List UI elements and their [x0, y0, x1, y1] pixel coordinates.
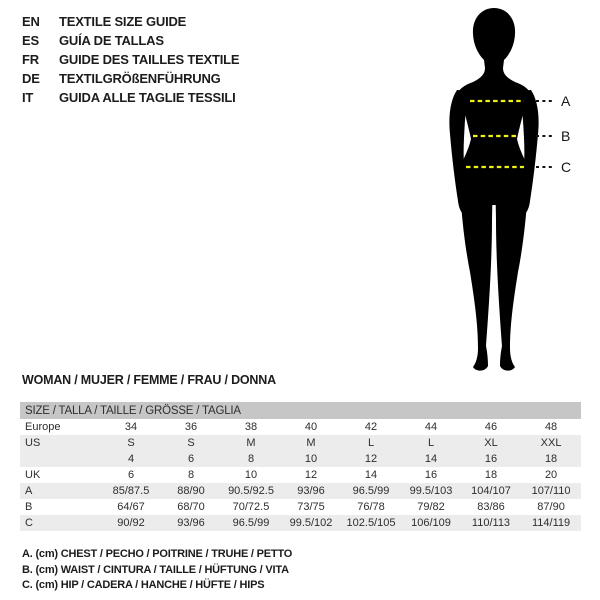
- table-row-uk: [20, 467, 581, 483]
- size-cell: 93/96: [281, 483, 341, 499]
- size-cell: XL: [461, 435, 521, 451]
- size-table-header-row: [20, 402, 581, 419]
- size-cell: 90.5/92.5: [221, 483, 281, 499]
- row-label: US: [20, 435, 101, 451]
- size-cell: S: [101, 435, 161, 451]
- row-label: A: [20, 483, 101, 499]
- size-cell: 16: [424, 469, 438, 481]
- size-cell: 68/70: [177, 501, 205, 513]
- size-table-header: SIZE / TALLA / TAILLE / GRÖSSE / TAGLIA: [20, 402, 581, 419]
- size-cell: 34: [124, 421, 138, 433]
- size-cell: L: [401, 435, 461, 451]
- size-cell: 48: [544, 421, 558, 433]
- size-cell: 40: [304, 421, 318, 433]
- woman-silhouette-icon: [420, 0, 600, 380]
- language-code: ES: [22, 33, 39, 48]
- row-label: Europe: [25, 421, 61, 433]
- size-cell: 6: [127, 469, 135, 481]
- size-cell: 36: [184, 421, 198, 433]
- language-row: [22, 50, 239, 69]
- language-row: [22, 69, 239, 88]
- table-row-chest: [20, 483, 581, 499]
- language-row: [22, 31, 239, 50]
- section-title: WOMAN / MUJER / FEMME / FRAU / DONNA: [22, 373, 276, 387]
- language-list: [22, 12, 239, 107]
- size-cell: 38: [244, 421, 258, 433]
- language-title: TEXTILE SIZE GUIDE: [59, 14, 187, 29]
- size-cell: 6: [161, 451, 221, 467]
- size-cell: L: [341, 435, 401, 451]
- legend-chest: A. (cm) CHEST / PECHO / POITRINE / TRUHE / PETTO: [22, 548, 293, 560]
- size-cell: 99.5/102: [281, 515, 341, 531]
- size-cell: 79/82: [417, 501, 445, 513]
- row-label: C: [20, 515, 101, 531]
- size-cell: 10: [281, 451, 341, 467]
- row-label: [20, 451, 101, 467]
- size-cell: 88/90: [161, 483, 221, 499]
- size-cell: 46: [484, 421, 498, 433]
- size-cell: 107/110: [521, 483, 581, 499]
- size-cell: 106/109: [401, 515, 461, 531]
- measurement-legend: [22, 547, 292, 594]
- size-cell: 96.5/99: [221, 515, 281, 531]
- pointer-lines: [536, 101, 555, 167]
- size-cell: 16: [461, 451, 521, 467]
- size-cell: 8: [187, 469, 195, 481]
- language-row: [22, 88, 239, 107]
- size-cell: 110/113: [461, 515, 521, 531]
- size-cell: 44: [424, 421, 438, 433]
- legend-hip: C. (cm) HIP / CADERA / HANCHE / HÜFTE / HIPS: [22, 579, 265, 591]
- marker-label-hip: C: [561, 159, 572, 175]
- language-title: TEXTILGRÖßENFÜHRUNG: [59, 71, 221, 86]
- size-table: [20, 402, 581, 531]
- marker-label-waist: B: [561, 128, 571, 144]
- size-cell: 8: [221, 451, 281, 467]
- size-cell: XXL: [521, 435, 581, 451]
- size-cell: 20: [544, 469, 558, 481]
- size-cell: 87/90: [537, 501, 565, 513]
- size-cell: 14: [401, 451, 461, 467]
- size-cell: 76/78: [357, 501, 385, 513]
- legend-waist: B. (cm) WAIST / CINTURA / TAILLE / HÜFTUNG / VITA: [22, 563, 289, 576]
- size-cell: M: [221, 435, 281, 451]
- size-cell: 18: [484, 469, 498, 481]
- language-code: FR: [22, 52, 39, 67]
- table-row-waist: [20, 499, 581, 515]
- size-cell: 12: [304, 469, 318, 481]
- size-cell: 83/86: [477, 501, 505, 513]
- row-label: UK: [25, 469, 41, 481]
- size-cell: 42: [364, 421, 378, 433]
- row-label: B: [25, 501, 33, 513]
- table-row-europe: [20, 419, 581, 435]
- language-title: GUÍA DE TALLAS: [59, 33, 164, 48]
- language-title: GUIDE DES TAILLES TEXTILE: [59, 52, 240, 67]
- size-cell: M: [281, 435, 341, 451]
- size-cell: S: [161, 435, 221, 451]
- size-cell: 114/119: [521, 515, 581, 531]
- language-code: EN: [22, 14, 40, 29]
- size-cell: 70/72.5: [232, 501, 270, 513]
- size-cell: 18: [521, 451, 581, 467]
- size-cell: 85/87.5: [101, 483, 161, 499]
- size-cell: 12: [341, 451, 401, 467]
- size-cell: 93/96: [161, 515, 221, 531]
- table-row-us-letter: [20, 435, 581, 451]
- size-cell: 73/75: [297, 501, 325, 513]
- table-row-hip: [20, 515, 581, 531]
- size-cell: 14: [364, 469, 378, 481]
- size-cell: 104/107: [461, 483, 521, 499]
- size-cell: 10: [244, 469, 258, 481]
- size-cell: 4: [101, 451, 161, 467]
- marker-label-chest: A: [561, 93, 571, 109]
- table-row-us-numeric: [20, 451, 581, 467]
- size-cell: 99.5/103: [401, 483, 461, 499]
- body-silhouette-figure: [420, 0, 600, 380]
- size-cell: 90/92: [101, 515, 161, 531]
- size-cell: 96.5/99: [341, 483, 401, 499]
- language-code: DE: [22, 71, 40, 86]
- language-title: GUIDA ALLE TAGLIE TESSILI: [59, 90, 236, 105]
- language-code: IT: [22, 90, 34, 105]
- language-row: [22, 12, 239, 31]
- size-cell: 102.5/105: [341, 515, 401, 531]
- size-cell: 64/67: [117, 501, 145, 513]
